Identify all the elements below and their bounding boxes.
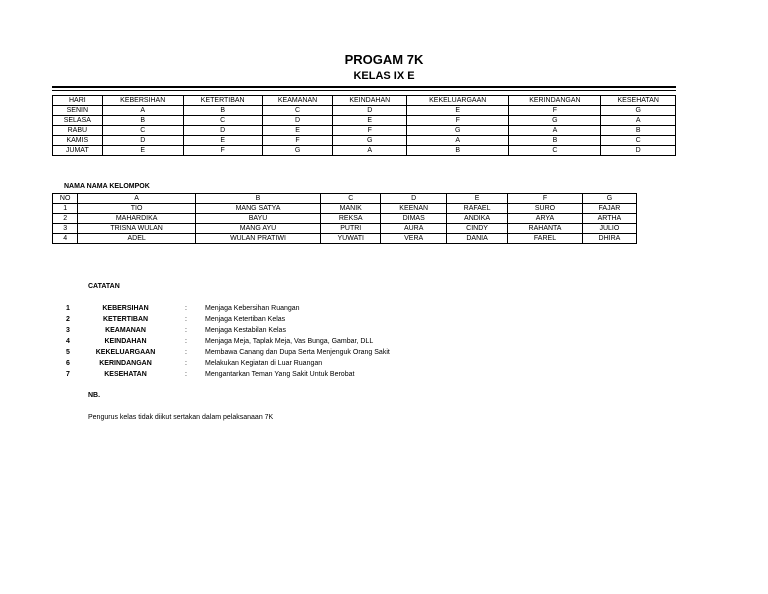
list-item xyxy=(0,327,768,338)
note-number: 6 xyxy=(66,360,70,367)
schedule-body xyxy=(53,106,676,156)
note-description: Menjaga Ketertiban Kelas xyxy=(205,316,286,323)
schedule-cell: RABU xyxy=(53,126,103,136)
schedule-header-cell: KETERTIBAN xyxy=(183,96,262,106)
schedule-cell: E xyxy=(102,146,183,156)
schedule-cell: C xyxy=(509,146,601,156)
note-number: 5 xyxy=(66,349,70,356)
groups-cell: RAHANTA xyxy=(508,224,583,234)
schedule-cell: KAMIS xyxy=(53,136,103,146)
groups-cell: 1 xyxy=(53,204,78,214)
groups-cell: REKSA xyxy=(321,214,381,224)
note-key: KEINDAHAN xyxy=(104,338,147,345)
schedule-table xyxy=(52,95,676,156)
document-title: PROGAM 7K xyxy=(344,52,424,67)
schedule-cell: SELASA xyxy=(53,116,103,126)
note-colon: : xyxy=(185,305,187,312)
groups-cell: YUWATI xyxy=(321,234,381,244)
groups-cell: FAJAR xyxy=(582,204,636,214)
note-number: 4 xyxy=(66,338,70,345)
document-subtitle: KELAS IX E xyxy=(353,70,415,82)
groups-header-row xyxy=(53,194,637,204)
note-number: 3 xyxy=(66,327,70,334)
schedule-cell: JUMAT xyxy=(53,146,103,156)
schedule-cell: C xyxy=(102,126,183,136)
schedule-cell: G xyxy=(601,106,676,116)
schedule-cell: B xyxy=(407,146,509,156)
table-row xyxy=(53,224,637,234)
note-description: Melakukan Kegiatan di Luar Ruangan xyxy=(205,360,323,367)
groups-cell: AURA xyxy=(381,224,447,234)
schedule-cell: F xyxy=(183,146,262,156)
note-colon: : xyxy=(185,316,187,323)
note-key: KERINDANGAN xyxy=(99,360,152,367)
note-number: 1 xyxy=(66,305,70,312)
nb-label: NB. xyxy=(88,392,101,399)
groups-cell: BAYU xyxy=(195,214,320,224)
schedule-cell: B xyxy=(509,136,601,146)
schedule-cell: C xyxy=(601,136,676,146)
note-description: Menjaga Kebersihan Ruangan xyxy=(205,305,300,312)
note-key: KEBERSIHAN xyxy=(102,305,149,312)
schedule-cell: D xyxy=(333,106,407,116)
schedule-cell: A xyxy=(509,126,601,136)
list-item xyxy=(0,316,768,327)
schedule-header-cell: HARI xyxy=(53,96,103,106)
title-divider-thick xyxy=(52,86,676,88)
note-description: Menjaga Kestabilan Kelas xyxy=(205,327,286,334)
schedule-cell: D xyxy=(601,146,676,156)
groups-cell: MANG SATYA xyxy=(195,204,320,214)
list-item xyxy=(0,371,768,382)
groups-cell: MANIK xyxy=(321,204,381,214)
note-colon: : xyxy=(185,327,187,334)
schedule-header-cell: KEKELUARGAAN xyxy=(407,96,509,106)
groups-cell: ANDIKA xyxy=(446,214,507,224)
schedule-cell: G xyxy=(333,136,407,146)
schedule-cell: E xyxy=(262,126,333,136)
list-item xyxy=(0,360,768,371)
groups-cell: MANG AYU xyxy=(195,224,320,234)
schedule-cell: F xyxy=(262,136,333,146)
table-row xyxy=(53,146,676,156)
schedule-cell: F xyxy=(509,106,601,116)
schedule-cell: D xyxy=(102,136,183,146)
groups-header-cell: E xyxy=(446,194,507,204)
schedule-cell: E xyxy=(333,116,407,126)
table-row xyxy=(53,116,676,126)
schedule-cell: C xyxy=(183,116,262,126)
groups-cell: CINDY xyxy=(446,224,507,234)
note-colon: : xyxy=(185,338,187,345)
groups-cell: MAHARDIKA xyxy=(78,214,196,224)
groups-cell: 3 xyxy=(53,224,78,234)
groups-cell: PUTRI xyxy=(321,224,381,234)
groups-title: NAMA NAMA KELOMPOK xyxy=(64,183,150,190)
groups-cell: SURO xyxy=(508,204,583,214)
groups-cell: KEENAN xyxy=(381,204,447,214)
groups-body xyxy=(53,204,637,244)
schedule-cell: B xyxy=(601,126,676,136)
groups-cell: 2 xyxy=(53,214,78,224)
schedule-cell: A xyxy=(601,116,676,126)
note-key: KEAMANAN xyxy=(105,327,146,334)
groups-cell: DHIRA xyxy=(582,234,636,244)
schedule-cell: A xyxy=(333,146,407,156)
schedule-header-cell: KESEHATAN xyxy=(601,96,676,106)
note-description: Membawa Canang dan Dupa Serta Menjenguk Orang Sakit xyxy=(205,349,390,356)
groups-cell: 4 xyxy=(53,234,78,244)
note-colon: : xyxy=(185,349,187,356)
schedule-cell: E xyxy=(407,106,509,116)
groups-cell: DIMAS xyxy=(381,214,447,224)
schedule-cell: G xyxy=(262,146,333,156)
title-divider-thin xyxy=(52,90,676,91)
schedule-header-cell: KEINDAHAN xyxy=(333,96,407,106)
schedule-cell: F xyxy=(407,116,509,126)
groups-cell: ARTHA xyxy=(582,214,636,224)
schedule-cell: A xyxy=(407,136,509,146)
note-number: 7 xyxy=(66,371,70,378)
schedule-header-row xyxy=(53,96,676,106)
note-key: KESEHATAN xyxy=(104,371,147,378)
schedule-cell: D xyxy=(183,126,262,136)
note-number: 2 xyxy=(66,316,70,323)
schedule-cell: G xyxy=(509,116,601,126)
groups-header-cell: B xyxy=(195,194,320,204)
groups-cell: WULAN PRATIWI xyxy=(195,234,320,244)
groups-cell: DANIA xyxy=(446,234,507,244)
list-item xyxy=(0,305,768,316)
table-row xyxy=(53,234,637,244)
note-colon: : xyxy=(185,371,187,378)
groups-cell: TRISNA WULAN xyxy=(78,224,196,234)
table-row xyxy=(53,204,637,214)
note-description: Menjaga Meja, Taplak Meja, Vas Bunga, Gambar, DLL xyxy=(205,338,374,345)
groups-cell: RAFAEL xyxy=(446,204,507,214)
groups-header-cell: D xyxy=(381,194,447,204)
note-colon: : xyxy=(185,360,187,367)
table-row xyxy=(53,106,676,116)
schedule-header-cell: KEAMANAN xyxy=(262,96,333,106)
schedule-cell: B xyxy=(102,116,183,126)
groups-table xyxy=(52,193,637,244)
groups-cell: TIO xyxy=(78,204,196,214)
groups-header-cell: A xyxy=(78,194,196,204)
schedule-cell: A xyxy=(102,106,183,116)
groups-cell: JULIO xyxy=(582,224,636,234)
table-row xyxy=(53,136,676,146)
schedule-header-cell: KEBERSIHAN xyxy=(102,96,183,106)
nb-text: Pengurus kelas tidak diikut sertakan dalam pelaksanaan 7K xyxy=(88,414,274,421)
groups-cell: ARYA xyxy=(508,214,583,224)
schedule-header-cell: KERINDANGAN xyxy=(509,96,601,106)
note-description: Mengantarkan Teman Yang Sakit Untuk Berobat xyxy=(205,371,355,378)
list-item xyxy=(0,338,768,349)
schedule-cell: SENIN xyxy=(53,106,103,116)
notes-title: CATATAN xyxy=(88,283,120,290)
table-row xyxy=(53,214,637,224)
schedule-cell: F xyxy=(333,126,407,136)
groups-cell: ADEL xyxy=(78,234,196,244)
schedule-cell: E xyxy=(183,136,262,146)
schedule-cell: B xyxy=(183,106,262,116)
table-row xyxy=(53,126,676,136)
schedule-cell: C xyxy=(262,106,333,116)
schedule-cell: G xyxy=(407,126,509,136)
note-key: KEKELUARGAAN xyxy=(95,349,156,356)
groups-cell: FAREL xyxy=(508,234,583,244)
groups-header-cell: F xyxy=(508,194,583,204)
groups-header-cell: C xyxy=(321,194,381,204)
list-item xyxy=(0,349,768,360)
groups-cell: VERA xyxy=(381,234,447,244)
groups-header-cell: G xyxy=(582,194,636,204)
note-key: KETERTIBAN xyxy=(102,316,149,323)
schedule-cell: D xyxy=(262,116,333,126)
groups-header-cell: NO xyxy=(53,194,78,204)
